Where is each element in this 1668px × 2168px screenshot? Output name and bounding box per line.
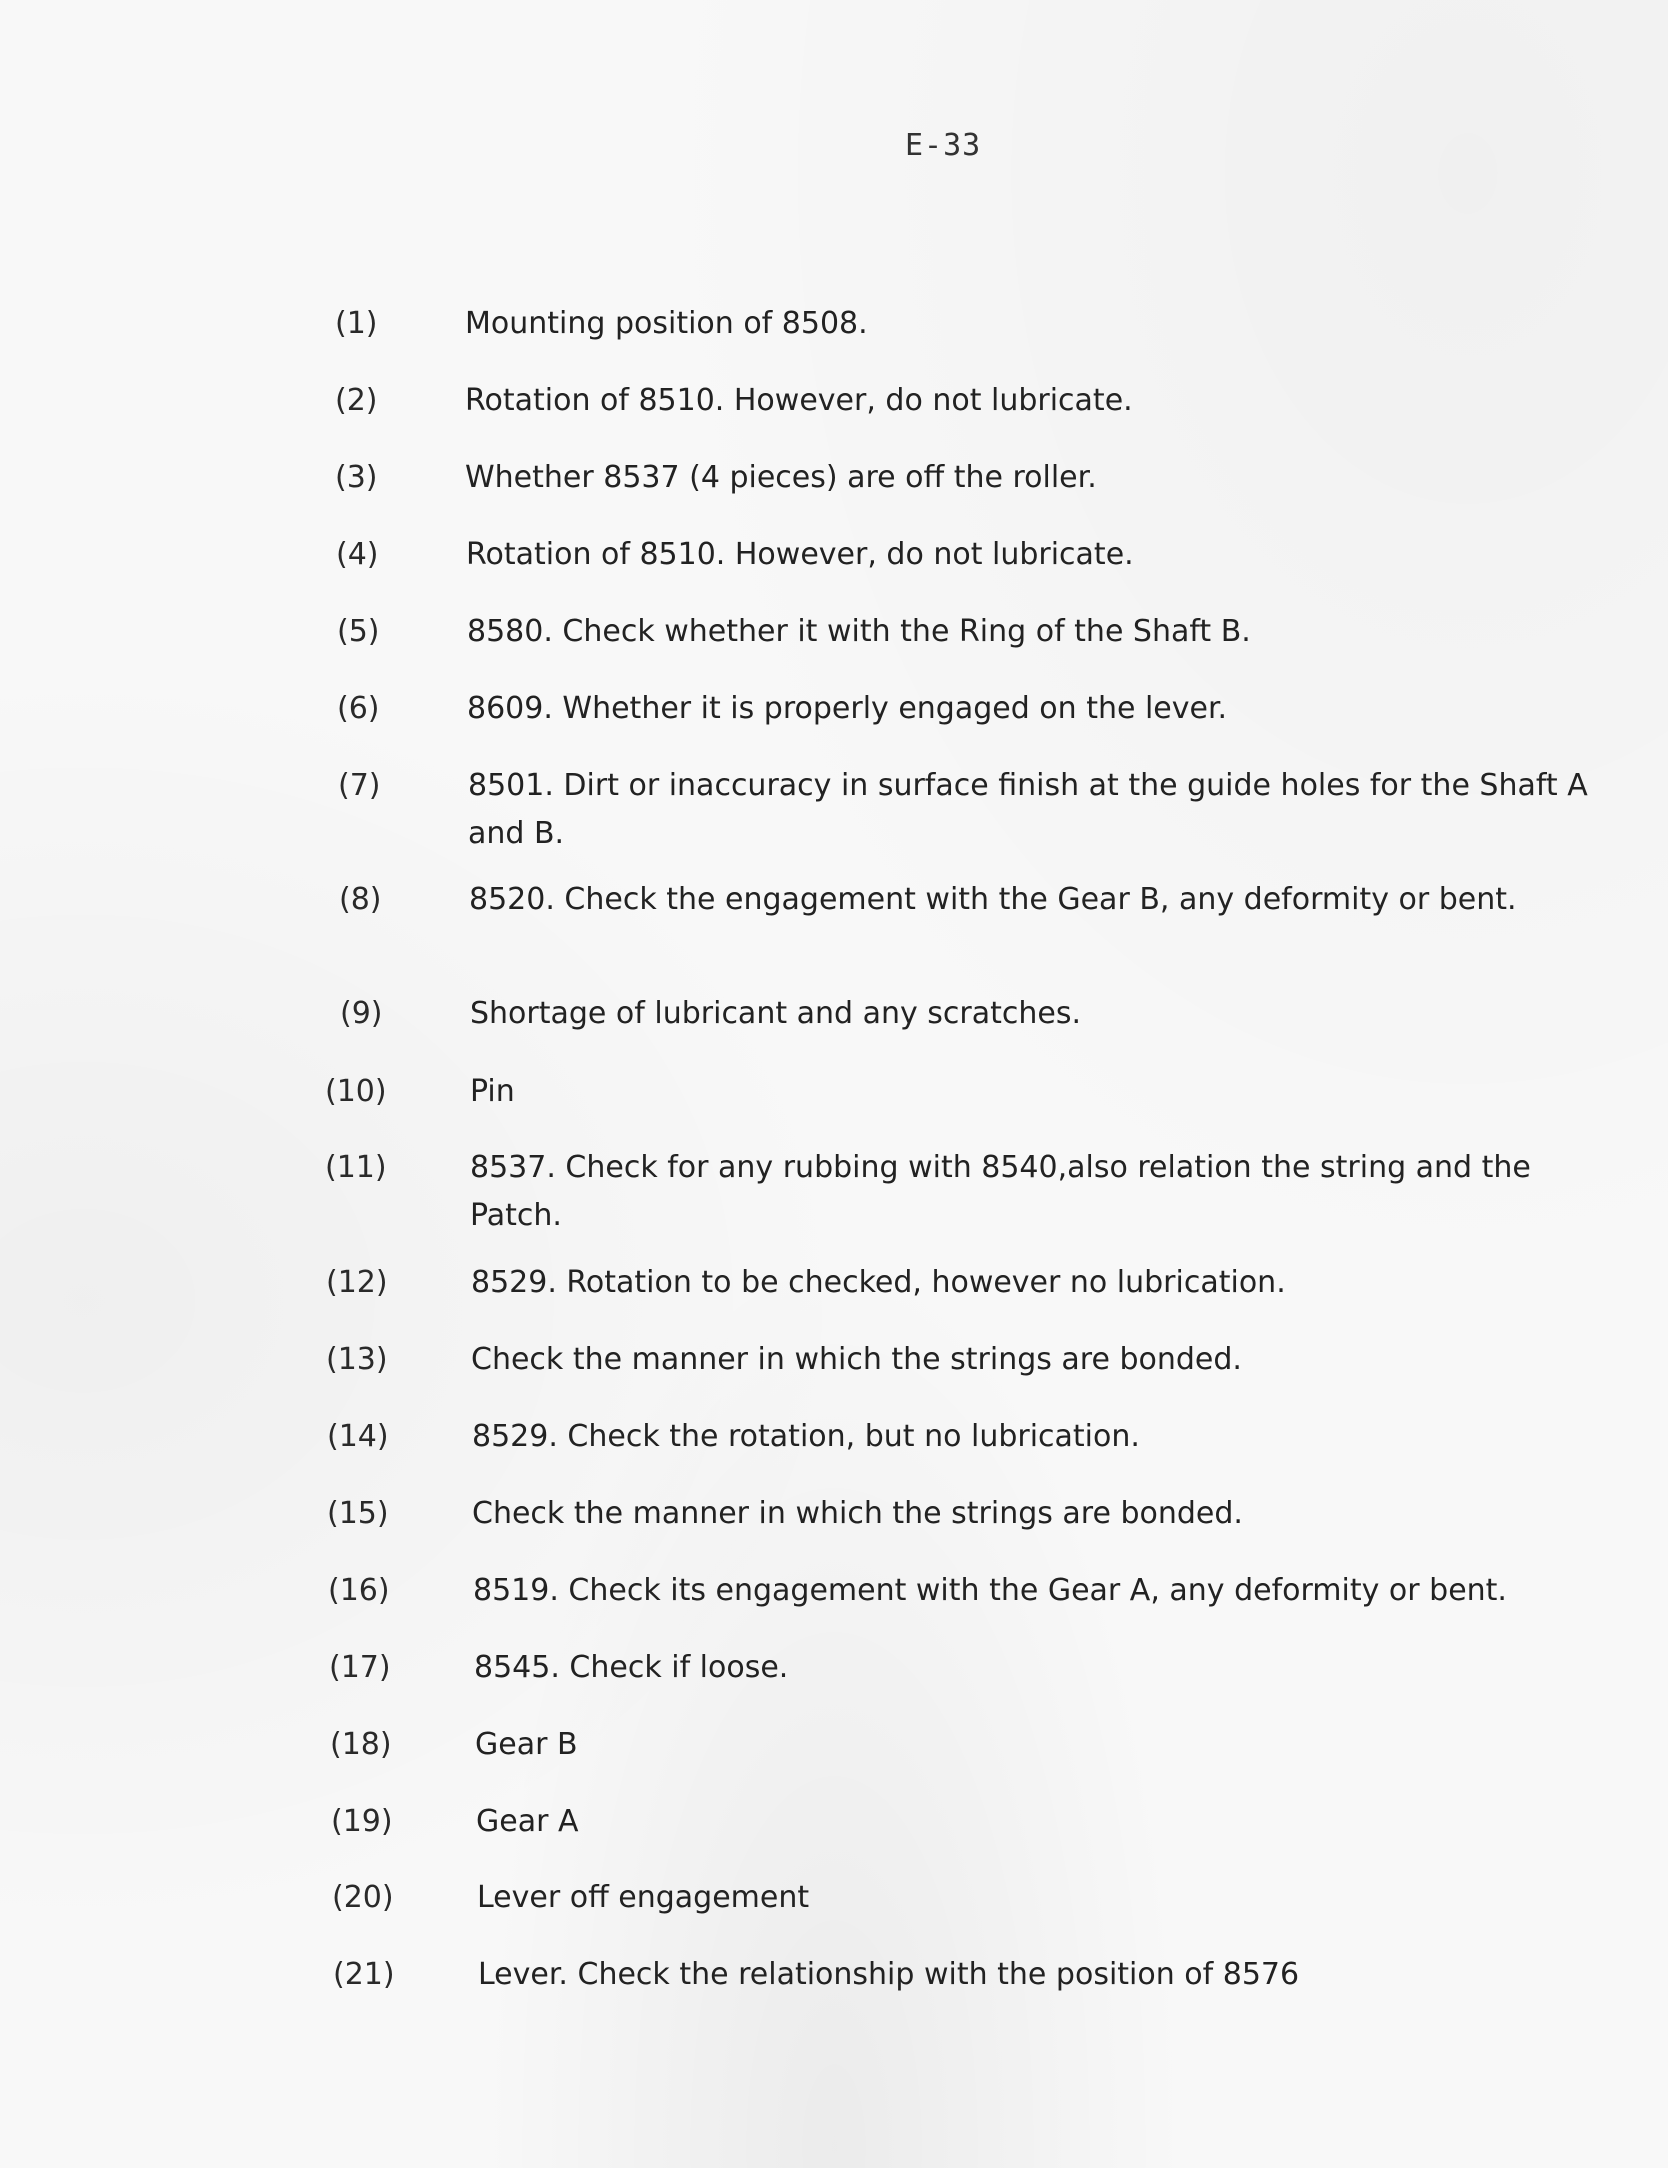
item-text: 8537. Check for any rubbing with 8540,also relation the string and the Patch. bbox=[470, 1150, 1531, 1233]
list-item-2 bbox=[335, 377, 1668, 425]
list-item-7 bbox=[338, 762, 1648, 858]
item-text: Rotation of 8510. However, do not lubricate. bbox=[465, 383, 1133, 418]
item-number: (7) bbox=[338, 768, 381, 803]
item-text: Check the manner in which the strings are bonded. bbox=[472, 1496, 1243, 1531]
item-text: Rotation of 8510. However, do not lubricate. bbox=[466, 537, 1134, 572]
item-text: Shortage of lubricant and any scratches. bbox=[470, 996, 1082, 1031]
item-number: (9) bbox=[340, 996, 383, 1031]
item-number: (16) bbox=[328, 1573, 390, 1608]
list-item-8 bbox=[339, 876, 1619, 924]
item-number: (6) bbox=[337, 691, 380, 726]
list-item-15 bbox=[327, 1490, 1668, 1538]
item-number: (15) bbox=[327, 1496, 389, 1531]
item-number: (5) bbox=[337, 614, 380, 649]
list-item-14 bbox=[327, 1413, 1668, 1461]
item-number: (19) bbox=[331, 1804, 393, 1839]
list-item-16 bbox=[328, 1567, 1653, 1615]
item-number: (10) bbox=[325, 1074, 387, 1109]
item-text: 8501. Dirt or inaccuracy in surface finish at the guide holes for the Shaft A and B. bbox=[468, 768, 1588, 851]
item-number: (4) bbox=[336, 537, 379, 572]
item-text: 8609. Whether it is properly engaged on the lever. bbox=[467, 691, 1228, 726]
item-number: (20) bbox=[332, 1880, 394, 1915]
item-text: 8529. Rotation to be checked, however no lubrication. bbox=[471, 1265, 1286, 1300]
item-text: Mounting position of 8508. bbox=[465, 306, 868, 341]
list-item-5 bbox=[337, 608, 1668, 656]
item-text: Pin bbox=[470, 1074, 515, 1109]
list-item-6 bbox=[337, 685, 1668, 733]
item-text: 8580. Check whether it with the Ring of the Shaft B. bbox=[467, 614, 1251, 649]
item-number: (17) bbox=[329, 1650, 391, 1685]
item-text: Gear A bbox=[476, 1804, 579, 1839]
list-item-18 bbox=[330, 1721, 1668, 1769]
item-number: (11) bbox=[325, 1150, 387, 1185]
item-number: (14) bbox=[327, 1419, 389, 1454]
item-number: (21) bbox=[333, 1957, 395, 1992]
item-number: (13) bbox=[326, 1342, 388, 1377]
page-number: E-33 bbox=[905, 128, 982, 163]
item-number: (8) bbox=[339, 882, 382, 917]
list-item-20 bbox=[332, 1874, 1668, 1922]
item-number: (12) bbox=[326, 1265, 388, 1300]
item-text: Check the manner in which the strings are bonded. bbox=[471, 1342, 1242, 1377]
list-item-11 bbox=[325, 1144, 1620, 1240]
item-text: 8520. Check the engagement with the Gear B, any deformity or bent. bbox=[469, 882, 1517, 917]
list-item-3 bbox=[335, 454, 1668, 502]
item-number: (1) bbox=[335, 306, 378, 341]
list-item-10 bbox=[325, 1068, 1668, 1116]
list-item-19 bbox=[331, 1798, 1668, 1846]
item-number: (18) bbox=[330, 1727, 392, 1762]
item-number: (3) bbox=[335, 460, 378, 495]
list-item-12 bbox=[326, 1259, 1668, 1307]
item-text: Gear B bbox=[475, 1727, 578, 1762]
item-text: 8529. Check the rotation, but no lubrication. bbox=[472, 1419, 1140, 1454]
list-item-9 bbox=[340, 990, 1668, 1038]
item-number: (2) bbox=[335, 383, 378, 418]
item-text: Whether 8537 (4 pieces) are off the roller. bbox=[465, 460, 1097, 495]
item-text: Lever. Check the relationship with the position of 8576 bbox=[478, 1957, 1300, 1992]
list-item-1 bbox=[335, 300, 1668, 348]
list-item-4 bbox=[336, 531, 1668, 579]
item-text: 8545. Check if loose. bbox=[474, 1650, 789, 1685]
item-text: Lever off engagement bbox=[477, 1880, 810, 1915]
item-text: 8519. Check its engagement with the Gear A, any deformity or bent. bbox=[473, 1573, 1507, 1608]
list-item-21 bbox=[333, 1951, 1668, 1999]
list-item-13 bbox=[326, 1336, 1668, 1384]
list-item-17 bbox=[329, 1644, 1668, 1692]
